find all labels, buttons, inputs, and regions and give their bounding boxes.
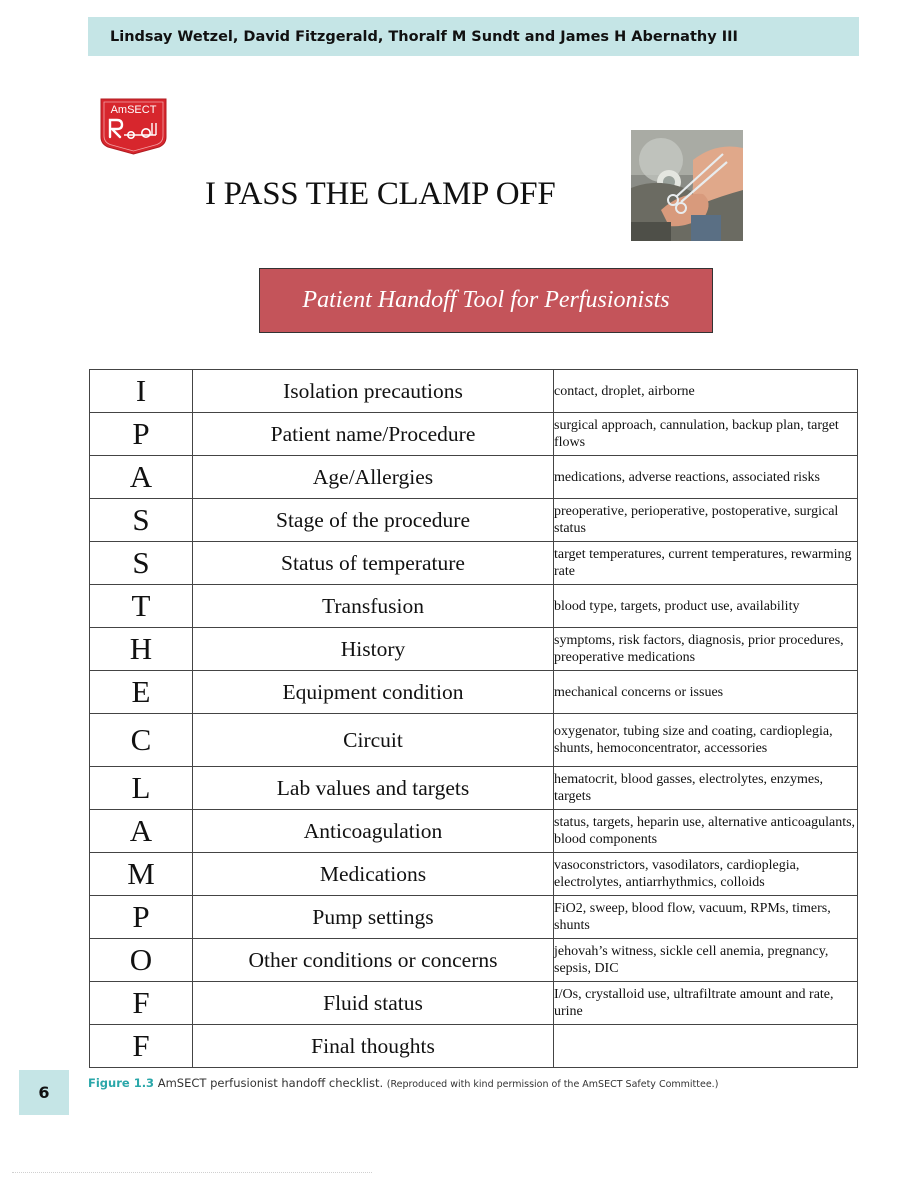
row-topic: Isolation precautions bbox=[193, 370, 554, 413]
table-row bbox=[90, 896, 858, 939]
row-topic: Medications bbox=[193, 853, 554, 896]
table-row bbox=[90, 413, 858, 456]
row-topic: Equipment condition bbox=[193, 671, 554, 714]
table-row bbox=[90, 628, 858, 671]
row-details: I/Os, crystalloid use, ultrafiltrate amount and rate, urine bbox=[554, 982, 858, 1025]
figure-caption bbox=[88, 1076, 718, 1090]
table-row bbox=[90, 1025, 858, 1068]
table-row bbox=[90, 542, 858, 585]
row-details bbox=[554, 1025, 858, 1068]
row-topic: Status of temperature bbox=[193, 542, 554, 585]
table-row bbox=[90, 456, 858, 499]
table-row bbox=[90, 810, 858, 853]
row-details: blood type, targets, product use, availability bbox=[554, 585, 858, 628]
subtitle-banner bbox=[259, 268, 713, 333]
table-row bbox=[90, 499, 858, 542]
row-letter: I bbox=[90, 370, 193, 413]
row-letter: M bbox=[90, 853, 193, 896]
row-details: contact, droplet, airborne bbox=[554, 370, 858, 413]
row-letter: F bbox=[90, 982, 193, 1025]
table-row bbox=[90, 939, 858, 982]
handoff-table bbox=[89, 369, 858, 1068]
logo-text: AmSECT bbox=[110, 104, 157, 116]
row-details: symptoms, risk factors, diagnosis, prior procedures, preoperative medications bbox=[554, 628, 858, 671]
row-letter: O bbox=[90, 939, 193, 982]
row-topic: Pump settings bbox=[193, 896, 554, 939]
row-topic: Stage of the procedure bbox=[193, 499, 554, 542]
row-letter: S bbox=[90, 542, 193, 585]
table-row bbox=[90, 853, 858, 896]
row-details: FiO2, sweep, blood flow, vacuum, RPMs, timers, shunts bbox=[554, 896, 858, 939]
row-letter: E bbox=[90, 671, 193, 714]
table-row bbox=[90, 767, 858, 810]
row-letter: P bbox=[90, 896, 193, 939]
table-row bbox=[90, 370, 858, 413]
page-number: 6 bbox=[19, 1070, 69, 1115]
row-letter: A bbox=[90, 456, 193, 499]
table-row bbox=[90, 982, 858, 1025]
row-topic: Final thoughts bbox=[193, 1025, 554, 1068]
table-row bbox=[90, 585, 858, 628]
row-details: surgical approach, cannulation, backup plan, target flows bbox=[554, 413, 858, 456]
row-letter: F bbox=[90, 1025, 193, 1068]
row-details: target temperatures, current temperatures, rewarming rate bbox=[554, 542, 858, 585]
figure-caption-text: AmSECT perfusionist handoff checklist. bbox=[157, 1076, 384, 1090]
amsect-logo bbox=[98, 97, 169, 155]
row-letter: C bbox=[90, 714, 193, 767]
table-row bbox=[90, 671, 858, 714]
row-details: status, targets, heparin use, alternative anticoagulants, blood components bbox=[554, 810, 858, 853]
row-topic: Anticoagulation bbox=[193, 810, 554, 853]
row-letter: T bbox=[90, 585, 193, 628]
row-letter: H bbox=[90, 628, 193, 671]
figure-credit: (Reproduced with kind permission of the AmSECT Safety Committee.) bbox=[386, 1079, 719, 1090]
row-details: medications, adverse reactions, associated risks bbox=[554, 456, 858, 499]
row-details: preoperative, perioperative, postoperative, surgical status bbox=[554, 499, 858, 542]
row-topic: Age/Allergies bbox=[193, 456, 554, 499]
row-topic: Lab values and targets bbox=[193, 767, 554, 810]
row-details: oxygenator, tubing size and coating, cardioplegia, shunts, hemoconcentrator, accessories bbox=[554, 714, 858, 767]
row-letter: L bbox=[90, 767, 193, 810]
row-letter: S bbox=[90, 499, 193, 542]
row-details: vasoconstrictors, vasodilators, cardioplegia, electrolytes, antiarrhythmics, colloids bbox=[554, 853, 858, 896]
row-letter: A bbox=[90, 810, 193, 853]
row-letter: P bbox=[90, 413, 193, 456]
row-details: jehovah’s witness, sickle cell anemia, pregnancy, sepsis, DIC bbox=[554, 939, 858, 982]
main-title: I PASS THE CLAMP OFF bbox=[205, 176, 556, 212]
table-row bbox=[90, 714, 858, 767]
footer-rule bbox=[12, 1172, 372, 1176]
row-topic: Fluid status bbox=[193, 982, 554, 1025]
row-topic: Transfusion bbox=[193, 585, 554, 628]
header-authors: Lindsay Wetzel, David Fitzgerald, Thoralf M Sundt and James H Abernathy III bbox=[110, 28, 738, 45]
running-header bbox=[88, 17, 859, 56]
row-topic: Other conditions or concerns bbox=[193, 939, 554, 982]
row-details: mechanical concerns or issues bbox=[554, 671, 858, 714]
row-topic: Patient name/Procedure bbox=[193, 413, 554, 456]
figure-label: Figure 1.3 bbox=[88, 1076, 155, 1090]
clamp-photo bbox=[631, 130, 743, 241]
row-topic: History bbox=[193, 628, 554, 671]
subtitle-text: Patient Handoff Tool for Perfusionists bbox=[302, 287, 670, 313]
row-topic: Circuit bbox=[193, 714, 554, 767]
row-details: hematocrit, blood gasses, electrolytes, enzymes, targets bbox=[554, 767, 858, 810]
